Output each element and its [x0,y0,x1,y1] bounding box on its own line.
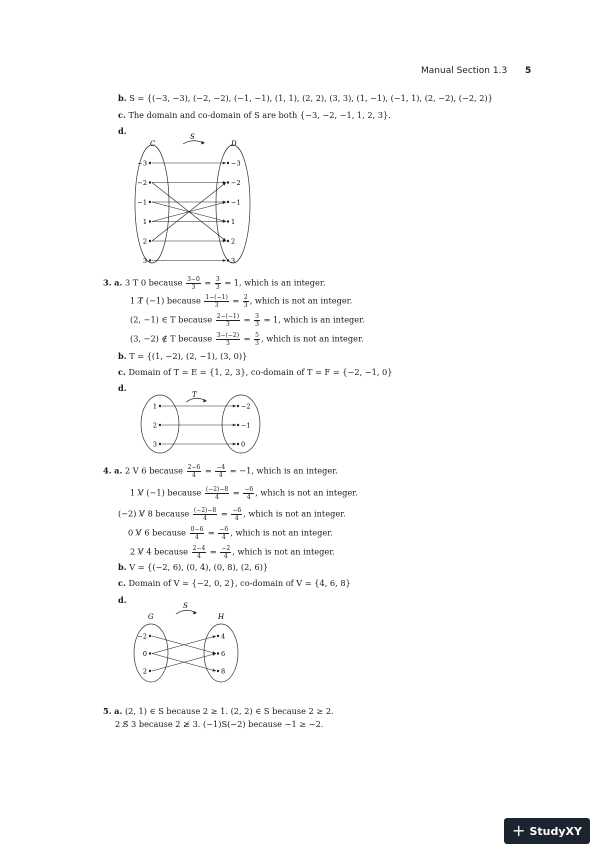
element-dot [149,670,151,672]
set-element: 1 [231,218,236,226]
element-dot [149,162,151,164]
fraction: $\frac{-4}{4}$ [216,464,226,479]
element-dot [159,405,161,407]
set-g-elements [137,633,151,676]
fraction: $\frac{2}{3}$ [243,294,248,309]
p2-b-label: b. [118,93,127,103]
element-dot [159,443,161,445]
set-c-elements [137,160,151,266]
element-dot [217,652,219,654]
element-dot [149,201,151,203]
set-element: −3 [231,159,241,168]
set-element: 1 [142,218,147,226]
set-element: 2 [142,237,147,246]
studyxy-logo[interactable] [504,818,590,844]
p4-b-line: b. V = {(−2, 6), (0, 4), (0, 8), (2, 6)} [118,562,269,572]
fraction: $\frac{2-6}{4}$ [187,464,201,479]
relation-arrowhead [233,424,236,427]
set-element: 3 [152,440,157,449]
element-dot [227,240,229,242]
fraction: $\frac{(-2)-8}{4}$ [193,507,217,522]
fraction: $\frac{(-2)-8}{4}$ [205,486,229,501]
element-dot [217,670,219,672]
element-dot [149,181,151,183]
element-dot [237,424,239,426]
relation-arrowhead [223,162,226,165]
p4-a4-line: 0 V̸ 6 because $\frac{0-6}{4}$ = $\frac{-6}{4}$ , which is not an integer. [128,526,333,541]
fraction: $\frac{1-(-1)}{3}$ [205,294,228,309]
element-dot [227,162,229,164]
p4-c-line: c. Domain of V = {−2, 0, 2}, co-domain of V = {4, 6, 8} [118,578,351,588]
brand-name: StudyXY [529,824,582,838]
p2-c-text: The domain and co-domain of S are both {−3, −2, −1, 1, 2, 3}. [128,110,391,120]
set-element: −2 [137,632,147,641]
plus-icon: + [512,821,526,840]
set-element: 0 [142,650,147,658]
p3-a-label: a. [114,277,123,288]
fraction: $\frac{0-6}{4}$ [190,526,204,541]
relation-arrows [152,162,226,262]
fraction: $\frac{5}{3}$ [255,332,259,347]
p2-b-line [118,93,493,104]
p4-a1-line: 4. a. 2 V 6 because $\frac{2-6}{4}$ = $\frac{-4}{4}$ = −1, which is an integer. [103,464,338,479]
fraction: $\frac{3}{3}$ [215,276,220,291]
fraction: $\frac{3}{3}$ [255,313,259,328]
p3-c-line: c. Domain of T = E = {1, 2, 3}, co-domain of T = F = {−2, −1, 0} [118,367,393,377]
fraction: $\frac{3-0}{3}$ [187,276,200,291]
set-label-g: G [148,613,154,621]
fraction: $\frac{-2}{4}$ [221,545,231,560]
relation-arrowhead [233,443,236,446]
set-f-elements [237,403,251,449]
p2-relation-diagram [120,126,290,266]
relation-arrows [152,635,216,671]
relation-arrow [183,141,204,144]
set-h-elements [217,633,225,676]
element-dot [227,220,229,222]
element-dot [149,259,151,261]
p3-a3-line: (2, −1) ∈ T because $\frac{2-(-1)}{3}$ = $\frac{3}{3}$ = 1, which is an integer. [130,313,365,328]
element-dot [227,181,229,183]
p4-a5-line: 2 V̸ 4 because $\frac{2-4}{4}$ = $\frac{-2}{4}$ , which is not an integer. [130,545,335,560]
set-element: −1 [137,198,147,207]
set-element: 4 [221,632,226,641]
set-element: −1 [231,198,241,207]
set-label-c: C [150,140,156,148]
element-dot [237,405,239,407]
fraction: $\frac{-6}{4}$ [219,526,229,541]
set-element: 2 [142,667,147,676]
set-label-d: D [231,140,237,148]
element-dot [237,443,239,445]
p3-a1-post: = 1, which is an integer. [224,277,326,288]
set-element: −2 [137,179,147,187]
element-dot [159,424,161,426]
p4-relation-diagram [130,600,250,684]
p5-line-2: 2 S̸ 3 because 2 ≱ 3. (−1)S(−2) because −1 ≥ −2. [115,719,324,729]
set-element: −3 [137,159,147,168]
fraction: $\frac{3-(-2)}{3}$ [216,332,240,347]
set-e-elements [153,403,161,449]
set-element: 0 [241,440,246,449]
fraction: $\frac{2-4}{4}$ [192,545,206,560]
p3-a1-pre: 3 T 0 because [124,277,183,288]
p3-b-line: b. T = {(1, −2), (2, −1), (3, 0)} [118,351,248,361]
p3-a4-line: (3, −2) ∉ T because $\frac{3-(-2)}{3}$ = $\frac{5}{3}$ , which is not an integer. [130,332,364,347]
p3-relation-diagram [140,387,280,457]
relation-label-t: T [192,391,197,399]
element-dot [149,240,151,242]
fraction: $\frac{-6}{4}$ [232,507,242,522]
p5-line-1: 5. a. (2, 1) ∈ S because 2 ≥ 1. (2, 2) ∈ S because 2 ≥ 2. [103,706,334,716]
element-dot [149,652,151,654]
set-d-elements [227,160,241,266]
set-element: 1 [152,402,157,411]
element-dot [217,635,219,637]
p4-a2-line: 1 V̸ (−1) because $\frac{(-2)-8}{4}$ = $\frac{-6}{4}$ , which is not an integer. [130,486,358,501]
element-dot [227,201,229,203]
p4-a3-line: (−2) V̸ 8 because $\frac{(-2)-8}{4}$ = $\frac{-6}{4}$ , which is not an integer. [118,507,346,522]
set-element: 8 [221,667,226,676]
set-element: 3 [142,257,147,265]
set-element: 6 [221,650,226,658]
p4-d-label: d. [118,595,127,605]
set-label-h: H [218,613,225,621]
page-number: 5 [525,66,532,76]
set-element: 3 [231,257,236,265]
p3-number: 3. [103,277,112,288]
relation-arrowhead [233,405,236,408]
set-element: −1 [241,421,251,430]
relation-arrowhead [201,141,205,145]
set-element: −2 [231,179,241,187]
element-dot [149,635,151,637]
relation-label-s: S [183,602,188,610]
fraction: $\frac{2-(-1)}{3}$ [216,313,240,328]
p2-d-label: d. [118,126,127,136]
set-element: 2 [152,421,157,430]
relation-arrowhead [223,259,226,262]
p2-b-text: S = {(−3, −3), (−2, −2), (−1, −1), (1, 1), (2, 2), (3, 3), (1, −1), (−1, 1), (2, −2), (−2, 2)} [129,93,493,103]
p3-a1-line: 3. a. 3 T 0 because $\frac{3-0}{3}$ = $\frac{3}{3}$ = 1, which is an integer. [103,276,326,291]
relation-label-s: S [190,133,195,141]
set-element: 2 [231,237,236,246]
fraction: $\frac{-6}{4}$ [244,486,254,501]
p2-c-label: c. [118,110,126,120]
p3-a2-line: 1 T̸ (−1) because $\frac{1-(-1)}{3}$ = $\frac{2}{3}$ , which is not an integer. [130,294,353,309]
p2-c-line [118,110,391,121]
element-dot [149,220,151,222]
relation-arrow [176,610,196,614]
set-element: −2 [241,402,251,411]
element-dot [227,259,229,261]
running-header: Manual Section 1.3 [421,66,508,76]
p3-d-label: d. [118,383,127,393]
